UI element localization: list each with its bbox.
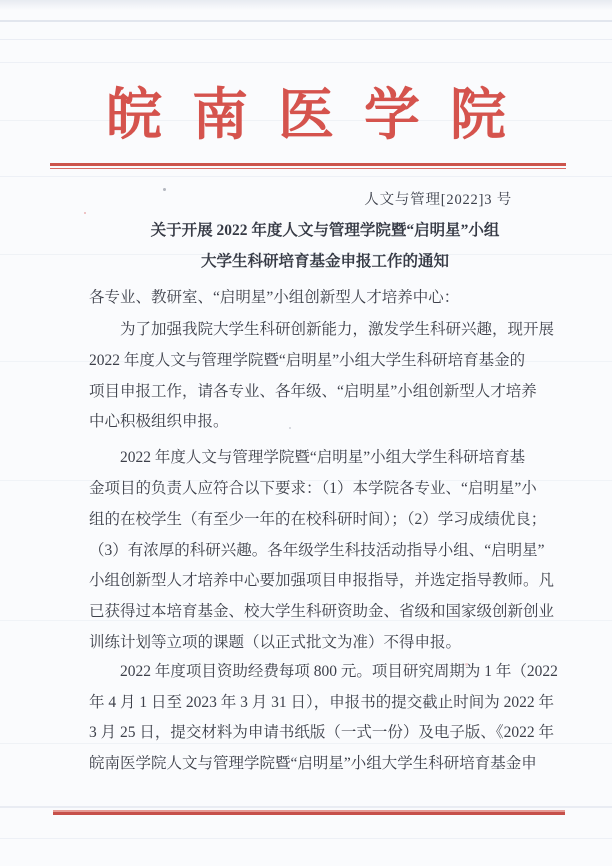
body-line: 项目申报工作，请各专业、各年级、“启明星”小组创新型人才培养 bbox=[89, 382, 537, 400]
scan-streak bbox=[0, 806, 612, 808]
red-rule-line bbox=[50, 163, 566, 166]
scan-streak bbox=[0, 62, 612, 63]
red-rule-line bbox=[53, 812, 565, 814]
footer-red-rule bbox=[53, 810, 565, 816]
body-paragraph-3 bbox=[89, 657, 558, 780]
scan-shade bbox=[0, 0, 612, 10]
body-line: 2022 年度人文与管理学院暨“启明星”小组大学生科研培育基 bbox=[120, 449, 526, 467]
notice-title-line-2: 大学生科研培育基金申报工作的通知 bbox=[200, 252, 449, 270]
notice-title-line-1: 关于开展 2022 年度人文与管理学院暨“启明星”小组 bbox=[150, 222, 500, 239]
body-line: （3）有浓厚的科研兴趣。各年级学生科技活动指导小组、“启明星” bbox=[89, 541, 545, 559]
body-line: 2022 年度人文与管理学院暨“启明星”小组大学生科研培育基金的 bbox=[89, 351, 526, 369]
body-line: 已获得过本培育基金、校大学生科研资助金、省级和国家级创新创业 bbox=[89, 603, 555, 621]
document-number: 人文与管理[2022]3 号 bbox=[364, 192, 512, 208]
body-line: 2022 年度项目资助经费每项 800 元。项目研究周期为 1 年（2022 bbox=[120, 662, 558, 680]
body-line: 金项目的负责人应符合以下要求：（1）本学院各专业、“启明星”小 bbox=[89, 479, 537, 497]
body-line: 组的在校学生（有至少一年的在校科研时间）；（2）学习成绩优良； bbox=[89, 510, 547, 528]
body-paragraph-1 bbox=[89, 315, 555, 438]
scan-speck bbox=[84, 212, 86, 214]
scan-streak bbox=[0, 20, 612, 22]
scan-streak bbox=[0, 39, 612, 40]
body-line: 年 4 月 1 日至 2023 年 3 月 31 日），申报书的提交截止时间为 2022 年 bbox=[89, 693, 555, 711]
body-paragraph-2 bbox=[89, 443, 555, 659]
body-line: 3 月 25 日，提交材料为申请书纸版（一式一份）及电子版、《2022 年 bbox=[89, 724, 555, 742]
scan-streak bbox=[0, 838, 612, 839]
body-line: 训练计划等立项的课题（以正式批文为准）不得申报。 bbox=[89, 633, 462, 651]
notice-title bbox=[89, 216, 533, 277]
salutation-line: 各专业、教研室、“启明星”小组创新型人才培养中心： bbox=[89, 289, 460, 306]
letterhead-red-rule bbox=[50, 163, 566, 170]
body-line: 皖南医学院人文与管理学院暨“启明星”小组大学生科研培育基金申 bbox=[89, 755, 537, 773]
letterhead-institution-title: 皖南医学院 bbox=[106, 85, 536, 147]
red-rule-line bbox=[50, 168, 566, 170]
notice-body bbox=[89, 315, 558, 780]
body-line: 小组创新型人才培养中心要加强项目申报指导，并选定指导教师。凡 bbox=[89, 572, 555, 590]
body-line: 中心积极组织申报。 bbox=[89, 413, 229, 431]
scan-speck bbox=[163, 188, 166, 191]
body-line: 为了加强我院大学生科研创新能力，激发学生科研兴趣，现开展 bbox=[120, 321, 555, 338]
scan-streak bbox=[0, 176, 612, 177]
